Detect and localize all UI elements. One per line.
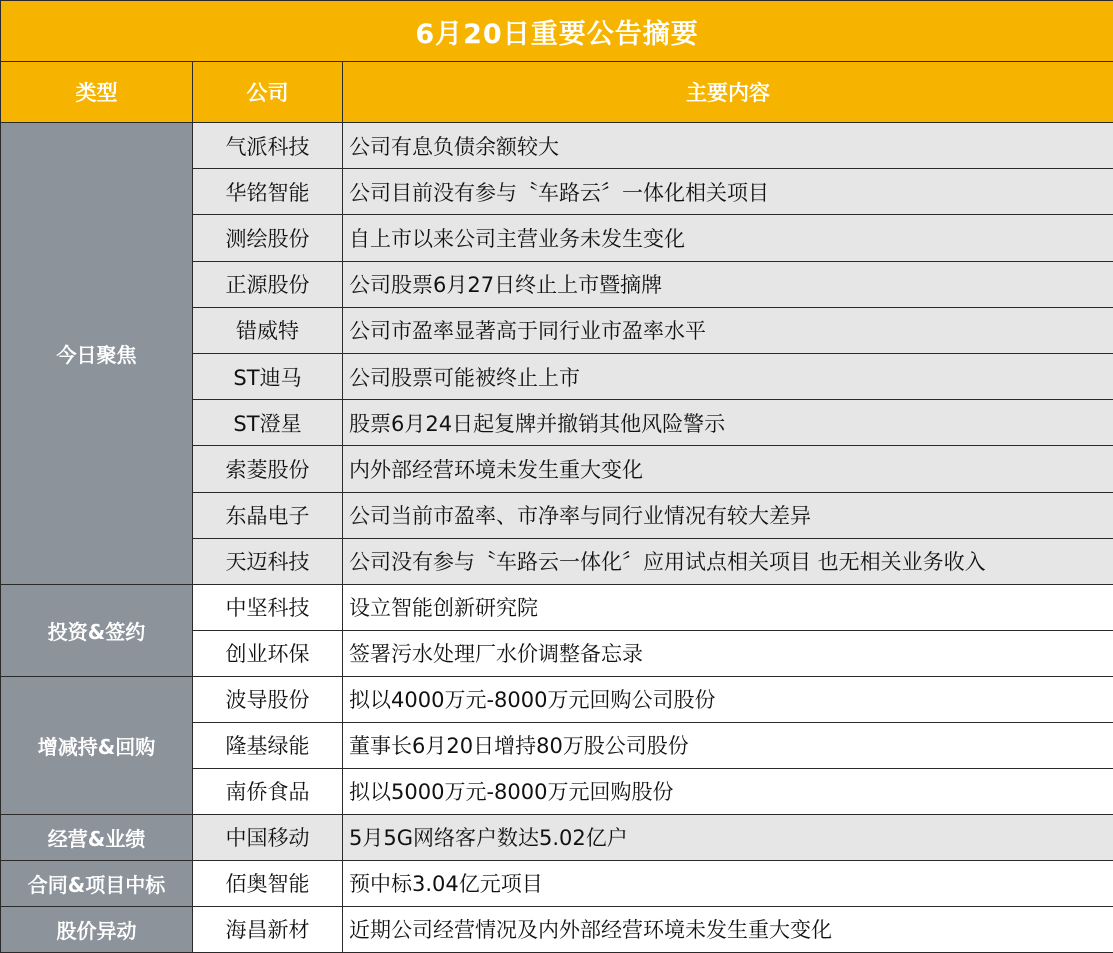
category-cell: 增减持&回购	[1, 676, 193, 814]
content-cell: 内外部经营环境未发生重大变化	[343, 446, 1113, 492]
content-cell: 公司没有参与〝车路云一体化〞应用试点相关项目 也无相关业务收入	[343, 538, 1113, 584]
company-cell: 天迈科技	[193, 538, 343, 584]
content-cell: 股票6月24日起复牌并撤销其他风险警示	[343, 400, 1113, 446]
company-cell: 波导股份	[193, 676, 343, 722]
company-cell: 佰奥智能	[193, 860, 343, 906]
table-row	[1, 906, 1113, 952]
content-cell: 拟以5000万元-8000万元回购股份	[343, 768, 1113, 814]
category-cell: 今日聚焦	[1, 123, 193, 585]
company-cell: 错威特	[193, 307, 343, 353]
content-cell: 签署污水处理厂水价调整备忘录	[343, 630, 1113, 676]
category-cell: 合同&项目中标	[1, 860, 193, 906]
company-cell: ST迪马	[193, 353, 343, 399]
company-cell: 创业环保	[193, 630, 343, 676]
content-cell: 自上市以来公司主营业务未发生变化	[343, 215, 1113, 261]
company-cell: 南侨食品	[193, 768, 343, 814]
company-cell: 海昌新材	[193, 906, 343, 952]
company-cell: 正源股份	[193, 261, 343, 307]
content-cell: 公司目前没有参与〝车路云〞一体化相关项目	[343, 169, 1113, 215]
table-row	[1, 123, 1113, 169]
category-cell: 经营&业绩	[1, 814, 193, 860]
content-cell: 设立智能创新研究院	[343, 584, 1113, 630]
content-cell: 公司有息负债余额较大	[343, 123, 1113, 169]
company-cell: 东晶电子	[193, 492, 343, 538]
header-company: 公司	[193, 62, 343, 123]
content-cell: 董事长6月20日增持80万股公司股份	[343, 722, 1113, 768]
category-cell: 投资&签约	[1, 584, 193, 676]
content-cell: 公司当前市盈率、市净率与同行业情况有较大差异	[343, 492, 1113, 538]
table-row	[1, 676, 1113, 722]
content-cell: 拟以4000万元-8000万元回购公司股份	[343, 676, 1113, 722]
company-cell: 隆基绿能	[193, 722, 343, 768]
content-cell: 5月5G网络客户数达5.02亿户	[343, 814, 1113, 860]
company-cell: ST澄星	[193, 400, 343, 446]
content-cell: 公司股票6月27日终止上市暨摘牌	[343, 261, 1113, 307]
content-cell: 预中标3.04亿元项目	[343, 860, 1113, 906]
company-cell: 索菱股份	[193, 446, 343, 492]
company-cell: 中坚科技	[193, 584, 343, 630]
header-content: 主要内容	[343, 62, 1113, 123]
content-cell: 公司股票可能被终止上市	[343, 353, 1113, 399]
company-cell: 测绘股份	[193, 215, 343, 261]
content-cell: 公司市盈率显著高于同行业市盈率水平	[343, 307, 1113, 353]
table-row	[1, 814, 1113, 860]
content-cell: 近期公司经营情况及内外部经营环境未发生重大变化	[343, 906, 1113, 952]
company-cell: 气派科技	[193, 123, 343, 169]
table-row	[1, 860, 1113, 906]
company-cell: 中国移动	[193, 814, 343, 860]
page-title: 6月20日重要公告摘要	[1, 1, 1113, 62]
company-cell: 华铭智能	[193, 169, 343, 215]
header-type: 类型	[1, 62, 193, 123]
table-row	[1, 584, 1113, 630]
category-cell: 股价异动	[1, 906, 193, 952]
